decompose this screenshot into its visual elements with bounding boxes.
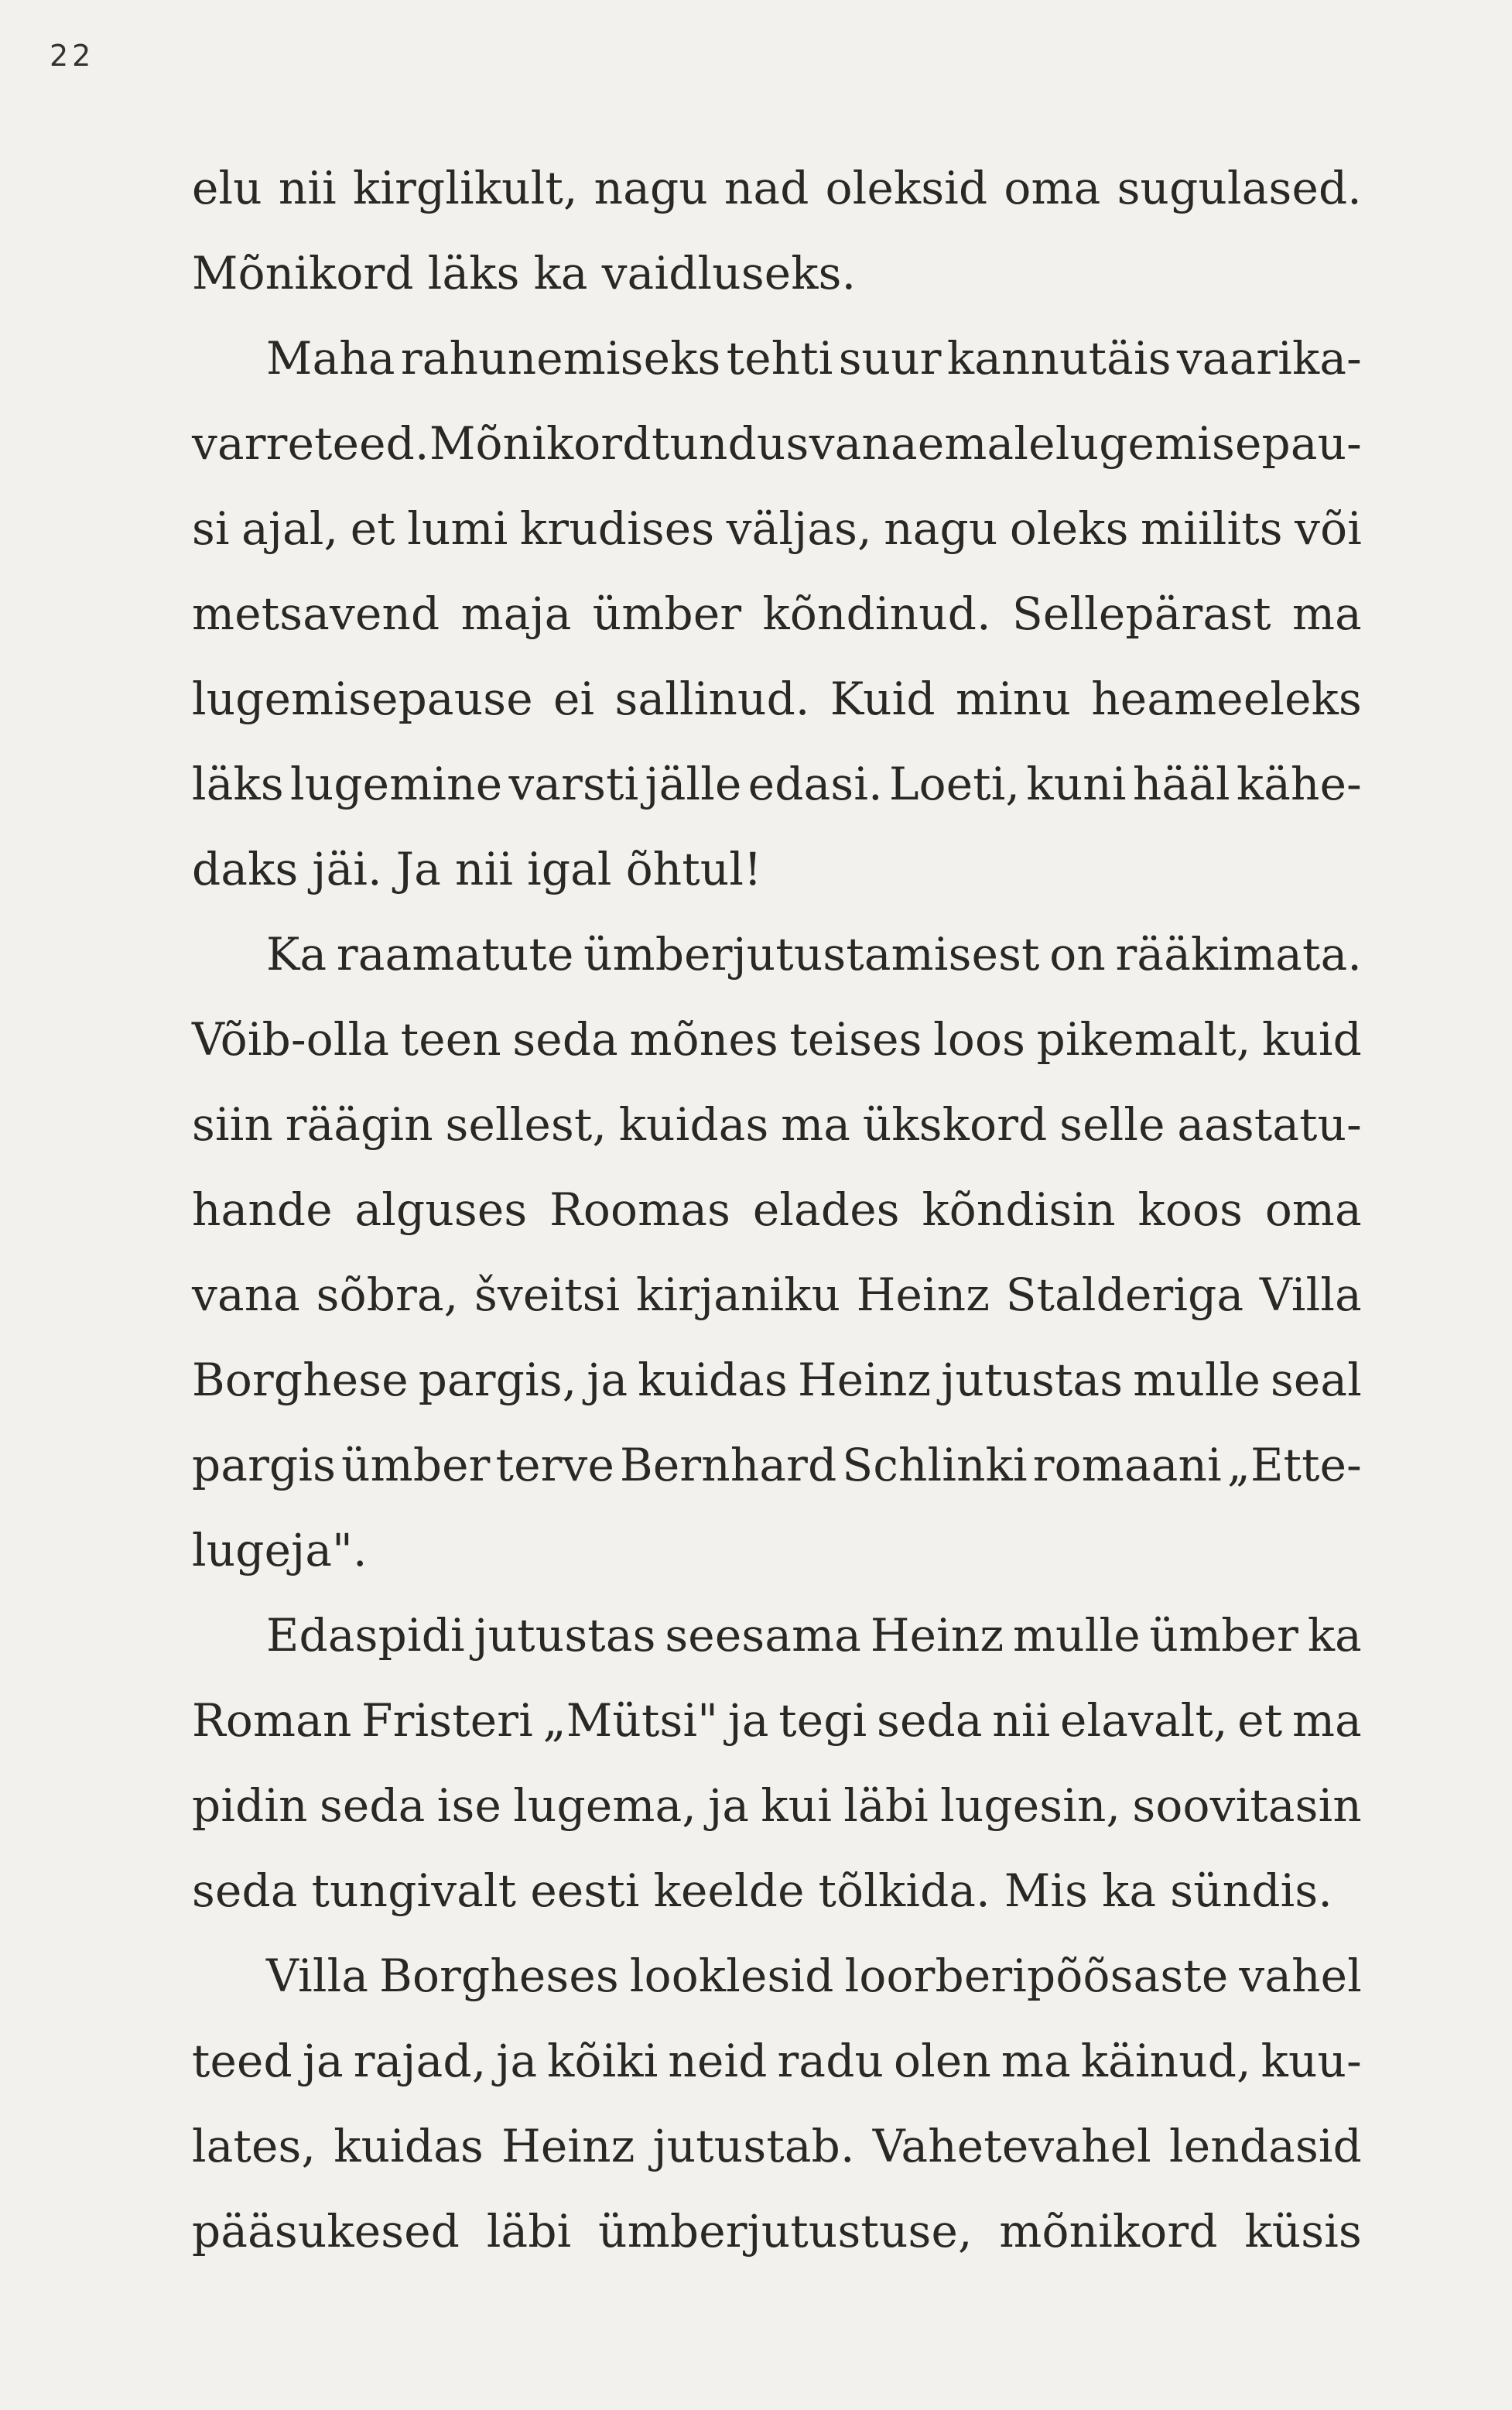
text-line: Roman Fristeri „Mütsi" ja tegi seda nii elavalt, et ma [192,1694,1362,1747]
text-line: Edaspidi jutustas seesama Heinz mulle ümber ka [266,1609,1362,1662]
text-line: metsavend maja ümber kõndinud. Sellepärast ma [192,587,1362,640]
text-line: Borghese pargis, ja kuidas Heinz jutustas mulle seal [192,1354,1362,1406]
text-line: elu nii kirglikult, nagu nad oleksid oma sugulased. [192,162,1362,214]
text-line: Mõnikord läks ka vaidluseks. [192,247,857,300]
text-line: seda tungivalt eesti keelde tõlkida. Mis ka sündis. [192,1864,1333,1917]
text-line: lugeja". [192,1524,368,1576]
text-line: teed ja rajad, ja kõiki neid radu olen ma käinud, kuu- [192,2035,1362,2087]
text-line: varreteed. Mõnikord tundus vanaemale lugemisepau- [192,417,1362,470]
text-line: vana sõbra, šveitsi kirjaniku Heinz Stalderiga Villa [192,1268,1362,1321]
text-line: lates, kuidas Heinz jutustab. Vahetevahel lendasid [192,2120,1362,2172]
text-line: pidin seda ise lugema, ja kui läbi lugesin, soovitasin [192,1779,1362,1832]
text-line: Villa Borgheses looklesid loorberipõõsaste vahel [266,1950,1362,2002]
text-line: si ajal, et lumi krudises väljas, nagu oleks miilits või [192,502,1362,555]
text-line: Maha rahunemiseks tehti suur kannutäis vaarika- [266,332,1362,385]
page-number: 22 [50,39,95,73]
text-line: siin räägin sellest, kuidas ma ükskord selle aastatu- [192,1098,1362,1151]
text-line: Võib-olla teen seda mõnes teises loos pikemalt, kuid [192,1013,1362,1066]
text-line: lugemisepause ei sallinud. Kuid minu heameeleks [192,673,1362,725]
body-text [192,145,1362,2274]
text-line: daks jäi. Ja nii igal õhtul! [192,843,762,895]
text-line: pääsukesed läbi ümberjutustuse, mõnikord küsis [192,2205,1362,2258]
text-line: Ka raamatute ümberjutustamisest on rääkimata. [266,928,1362,981]
text-line: läks lugemine varsti jälle edasi. Loeti, kuni hääl kähe- [192,758,1362,810]
text-line: hande alguses Roomas elades kõndisin koos oma [192,1183,1362,1236]
text-line: pargis ümber terve Bernhard Schlinki romaani „Ette- [192,1439,1362,1491]
